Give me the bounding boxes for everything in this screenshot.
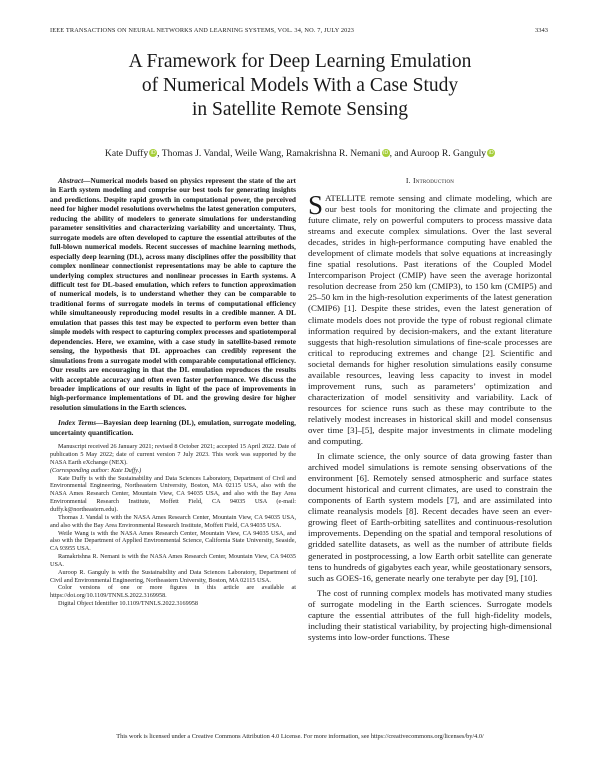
author-name: Ramakrishna R. Nemani (286, 148, 381, 159)
footnote-corresponding: (Corresponding author: Kate Duffy.) (50, 466, 142, 474)
author-separator: , (230, 148, 235, 159)
section-heading: I. Introduction (405, 176, 455, 185)
left-column (50, 176, 296, 719)
title-line: A Framework for Deep Learning Emulation (128, 51, 472, 72)
orcid-icon[interactable]: iD (382, 150, 389, 156)
license-footer: This work is licensed under a Creative Commons Attribution 4.0 License. For more information, see https://creativecommons.org/licenses/by/4.0/ (116, 733, 484, 740)
right-column (308, 176, 552, 724)
index-terms-label: Index Terms— (58, 418, 104, 428)
title-line: of Numerical Models With a Case Study (141, 75, 459, 96)
paper-title (40, 50, 560, 122)
intro-paragraph (308, 190, 552, 447)
footnotes (50, 443, 296, 608)
footnote-affiliation: Auroop R. Ganguly is with the Sustainability and Data Sciences Laboratory, Department of Civil and Environmental Engineering, Northeastern University, Boston, MA 02115 USA. (50, 568, 296, 584)
author-separator: , (157, 148, 162, 159)
author-name: Thomas J. Vandal (161, 148, 231, 159)
footnote-affiliation: Ramakrishna R. Nemani is with the NASA Ames Research Center, Mountain View, CA 94035 USA. (50, 553, 296, 568)
orcid-icon[interactable]: iD (488, 150, 494, 156)
index-terms-text: Bayesian deep learning (DL), emulation, surrogate modeling, uncertainty quantification. (50, 418, 296, 437)
drop-cap: S (308, 190, 324, 220)
title-line: in Satellite Remote Sensing (191, 99, 409, 120)
intro-paragraph: The cost of running complex models has motivated many studies of surrogate modeling in the Earth sciences. Surrogate models capture the essential attributes of the full high-fidelity models, including their statistical variability, by projecting high-dimensional systems into low-order functions. These (308, 587, 552, 642)
abstract (50, 176, 296, 412)
page-number: 3343 (535, 27, 548, 34)
orcid-icon[interactable]: iD (150, 150, 156, 156)
footnote-manuscript: Manuscript received 26 January 2021; revised 8 October 2021; accepted 15 April 2022. Date of publication 5 May 2022; date of current version 7 July 2023. This work was supported by the NASA Earth eXchange (NEX). (50, 443, 296, 466)
index-terms (50, 418, 296, 437)
abstract-text: Numerical models based on physics represent the state of the art in Earth system modeling and comprise our best tools for generating insights and predictions. Despite rapid growth in computational power, the perceived need for higher model resolutions overwhelms the latest generation computers, reducing the ability of modelers to generate simulations for understanding parameter sensitivities and characterizing variability and uncertainty. Thus, surrogate models are often developed to capture the essential attributes of the full-blown numerical models. Recent successes of machine learning methods, especially deep learning (DL), across many disciplines offer the possibility that complex nonlinear connectionist representations may be able to capture the underlying complex structures and nonlinear processes in Earth systems. A difficult test for DL-based emulation, which refers to function approximation of numerical models, is to understand whether they can be comparable to traditional forms of surrogate models in terms of computational efficiency while simultaneously reproducing model results in a credible manner. A DL emulation that passes this test may be expected to perform even better than simple models with respect to capturing complex processes and spatiotemporal dependencies. Here, we examine, with a case study in satellite-based remote sensing, the hypothesis that DL approaches can credibly represent the simulations from a surrogate model with comparable computational efficiency. Our results are encouraging in that the DL emulation reproduces the results with acceptable accuracy and often even faster performance. We discuss the broader implications of our results in light of the pace of improvements in high-performance implementations of DL and the growing desire for higher resolution simulations in the Earth sciences. (50, 176, 296, 412)
footnote-affiliation: Kate Duffy is with the Sustainability and Data Sciences Laboratory, Department of Civil and Environmental Engineering, Northeastern University, Boston, MA 02115 USA, also with the NASA Ames Research Center, Mountain View, CA 94035 USA, and also with the Bay Area Environmental Research Institute, Moffett Field, CA 94035 USA (e-mail: duffy.k@northeastern.edu). (50, 474, 296, 513)
intro-paragraph-text: ATELLITE remote sensing and climate modeling, which are our best tools for monitoring the climate and projecting the future climate, rely on powerful computers to process massive data streams and execute complex simulations. Over the last several decades, strides in high-performance computing have enabled the development of climate models that solve equations at increasingly fine spatial resolutions. Past iterations of the Coupled Model Intercomparison Project (CMIP) have seen the average horizontal resolution decrease from 250 km (CMIP3), to 150 km (CMIP5) and 25–50 km in the high-resolution experiments of the latest generation (CMIP6) [1]. Despite these strides, even the latest generation of climate models does not provide the type of robust regional climate information required by decision-makers, and the extant literature suggests that high-resolution simulations of fine-scale processes are critical to reproducing extremes and change [2]. Scientific and societal demands for higher resolution simulations easily consume available resources, leaving less capacity to invest in model improvement runs, such as parameters’ optimization and characterization of model sensitivity and variability. Lack of resources for science runs such as these may contribute to the relatively modest increases in historical skill and model consensus over time [3]–[5], despite major investments in climate modeling and computing. (308, 193, 552, 447)
footnote-affiliation: Thomas J. Vandal is with the NASA Ames Research Center, Mountain View, CA 94035 USA, and also with the Bay Area Environmental Research Institute, Moffett Field, CA 94035 USA. (50, 513, 296, 529)
author-separator: , (281, 148, 287, 159)
abstract-label: Abstract— (58, 176, 91, 185)
author-list (40, 148, 560, 159)
author-name: Auroop R. Ganguly (410, 148, 487, 159)
footnote-doi: Digital Object Identifier 10.1109/TNNLS.2022.3169958 (58, 600, 198, 608)
author-separator: , and (389, 148, 411, 159)
author-name: Kate Duffy (104, 148, 149, 159)
footnote-affiliation: Weile Wang is with the NASA Ames Research Center, Mountain View, CA 94035 USA, and also with the Department of Applied Environmental Science, California State University, Seaside, CA 93955 USA. (50, 529, 296, 553)
author-name: Weile Wang (234, 148, 282, 159)
running-header: IEEE TRANSACTIONS ON NEURAL NETWORKS AND LEARNING SYSTEMS, VOL. 34, NO. 7, JULY 2023 (50, 27, 355, 34)
footnote-color-versions: Color versions of one or more figures in this article are available at https://doi.org/10.1109/TNNLS.2022.3169958. (50, 584, 296, 600)
intro-paragraph: In climate science, the only source of data growing faster than archived model simulations is remote sensing observations of the environment [6]. Remotely sensed atmospheric and surface states document historical and current climates, are used to constrain the components of Earth system models [7], and are assimilated into climate reanalysis models [8]. Recent decades have seen an ever-growing fleet of Earth-orbiting satellites and continuous-resolution improvements. Depending on the spatial and temporal resolutions of gridded satellite datasets, as well as the number of attribute fields generated in postprocessing, a low Earth orbit satellite can generate tens to hundreds of gigabytes each year, while geostationary sensors, such as GOES-16, generate nearly one terabyte per day [9], [10]. (308, 451, 552, 583)
